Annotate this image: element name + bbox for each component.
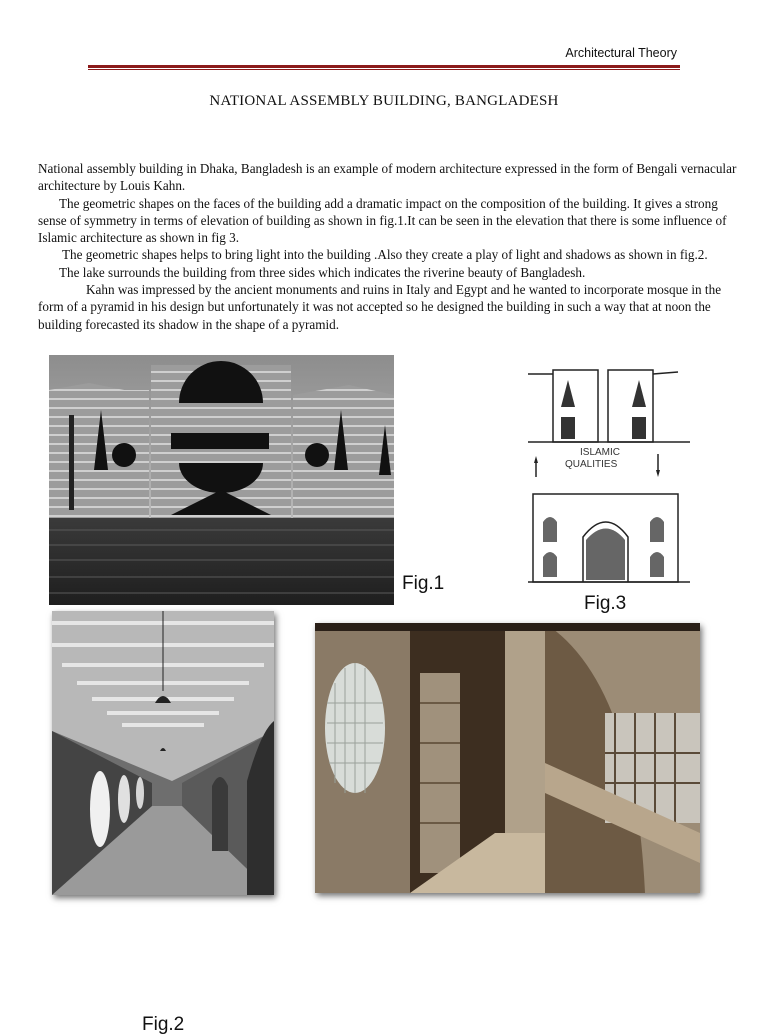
sketch-label-line2: QUALITIES — [565, 459, 618, 470]
body-text — [38, 160, 738, 333]
fig2-caption: Fig.2 — [142, 1014, 185, 1035]
fig3-caption: Fig.3 — [584, 593, 627, 614]
paragraph-light: The geometric shapes helps to bring light into the building .Also they create a play of light and shadows as shown in fig.2. — [62, 247, 708, 263]
page-title: NATIONAL ASSEMBLY BUILDING, BANGLADESH — [209, 93, 559, 109]
building-exterior-photo — [49, 355, 394, 605]
paragraph-geometry: The geometric shapes on the faces of the building add a dramatic impact on the composition of the building. It gives a strong sense of symmetry in terms of elevation of building as shown in fig.1.It can be seen in the elevation that there is some influence of Islamic architecture as shown in fig 3. — [38, 195, 727, 246]
paragraph-intro: National assembly building in Dhaka, Bangladesh is an example of modern architecture expressed in the form of Bengali vernacular architecture by Louis Kahn. — [38, 161, 737, 194]
sketch-label-line1: ISLAMIC — [580, 447, 621, 458]
paragraph-lake: The lake surrounds the building from three sides which indicates the riverine beauty of Bangladesh. — [59, 264, 586, 280]
islamic-qualities-sketch — [528, 362, 690, 587]
paragraph-pyramid: Kahn was impressed by the ancient monuments and ruins in Italy and Egypt and he wanted to incorporate mosque in the form of a pyramid in his design but unfortunately it was not accepted so he designed the building in such a way that at noon the building forecasted its shadow in the shape of a pyramid. — [38, 282, 722, 332]
header-rule-thick — [88, 65, 680, 68]
corridor-photo — [52, 611, 274, 895]
running-header: Architectural Theory — [565, 46, 677, 60]
header-rule-thin — [88, 69, 680, 70]
fig1-caption: Fig.1 — [402, 573, 445, 594]
interior-atrium-photo — [315, 623, 700, 893]
